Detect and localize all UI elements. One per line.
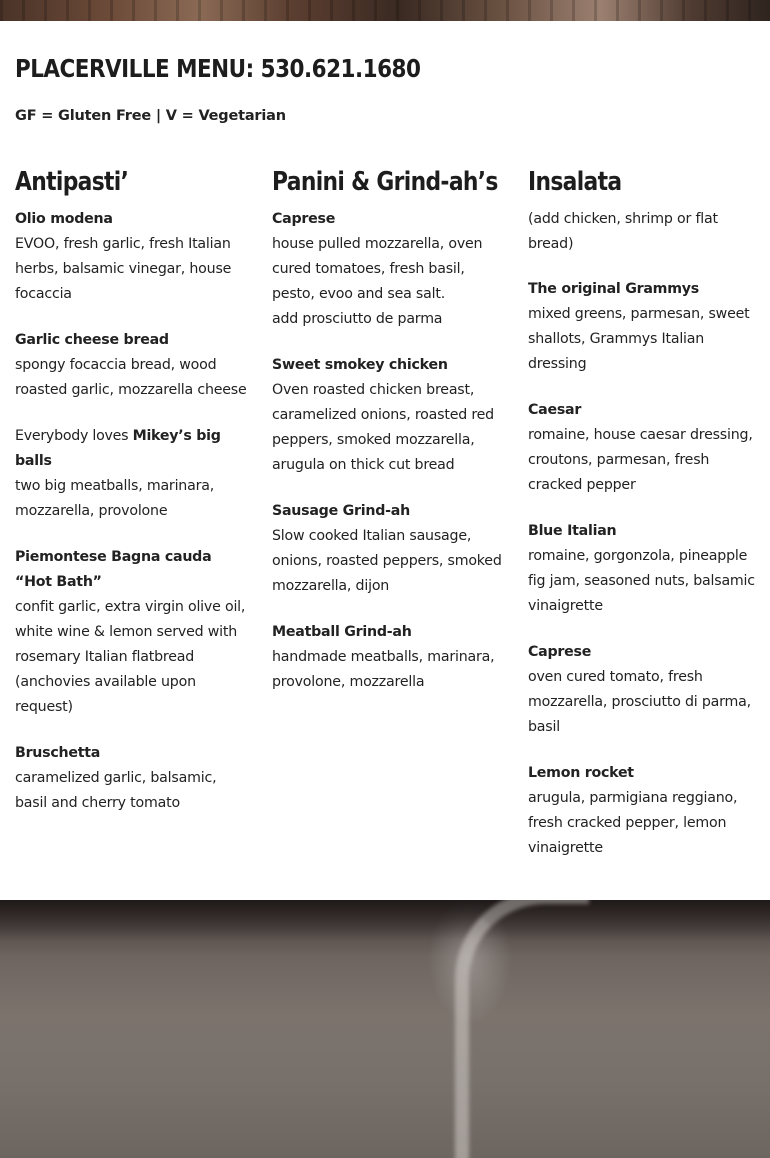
menu-item (528, 519, 764, 619)
page-title: PLACERVILLE MENU: 530.621.1680 (15, 54, 421, 83)
menu-item-addon: add prosciutto de parma (272, 311, 443, 327)
menu-item-description: caramelized garlic, balsamic, basil and cherry tomato (15, 770, 217, 811)
menu-item-name: Lemon rocket (528, 765, 634, 781)
menu-item-description: house pulled mozzarella, oven cured tomatoes, fresh basil, pesto, evoo and sea salt. (272, 236, 483, 302)
menu-item (528, 398, 764, 498)
menu-item (272, 620, 508, 695)
section-heading-panini: Panini & Grind-ah’s (272, 167, 498, 197)
footer-background-photo (0, 900, 770, 1158)
menu-section (0, 21, 770, 900)
menu-column-insalata (528, 163, 764, 882)
menu-item-description: Oven roasted chicken breast, caramelized onions, roasted red peppers, smoked mozzarella, arugula on thick cut bread (272, 382, 494, 473)
menu-item (528, 640, 764, 740)
menu-item-name: Caprese (272, 211, 336, 227)
menu-item-name: Caesar (528, 402, 582, 418)
menu-item-name: Caprese (528, 644, 592, 660)
menu-item-name: Garlic cheese bread (15, 332, 169, 348)
menu-item-description: arugula, parmigiana reggiano, fresh cracked pepper, lemon vinaigrette (528, 790, 738, 856)
menu-item-prefix: Everybody loves (15, 428, 133, 444)
photo-chair-frame (455, 900, 589, 1158)
menu-item (15, 328, 251, 403)
menu-item (528, 761, 764, 861)
menu-item-description: handmade meatballs, marinara, provolone, mozzarella (272, 649, 495, 690)
menu-item-description: Slow cooked Italian sausage, onions, roasted peppers, smoked mozzarella, dijon (272, 528, 502, 594)
menu-item-name: Bruschetta (15, 745, 101, 761)
menu-item-description: spongy focaccia bread, wood roasted garlic, mozzarella cheese (15, 357, 247, 398)
menu-item-name: Olio modena (15, 211, 113, 227)
menu-item-name: Sausage Grind-ah (272, 503, 410, 519)
menu-item-name: Sweet smokey chicken (272, 357, 448, 373)
section-heading-antipasti: Antipasti’ (15, 167, 129, 197)
menu-item (272, 353, 508, 478)
menu-item-name-line (15, 424, 251, 474)
menu-item (272, 207, 508, 332)
menu-item (272, 499, 508, 599)
menu-item-description: confit garlic, extra virgin olive oil, white wine & lemon served with rosemary Italian flatbread (anchovies available upon request) (15, 599, 246, 715)
menu-item-description: mixed greens, parmesan, sweet shallots, Grammys Italian dressing (528, 306, 750, 372)
menu-column-panini (272, 163, 508, 716)
menu-item-description: oven cured tomato, fresh mozzarella, prosciutto di parma, basil (528, 669, 751, 735)
menu-column-antipasti (15, 163, 251, 837)
menu-item (528, 277, 764, 377)
menu-item (15, 545, 251, 720)
photo-shadow (0, 900, 770, 940)
section-heading-insalata: Insalata (528, 167, 622, 197)
menu-item-description: EVOO, fresh garlic, fresh Italian herbs, balsamic vinegar, house focaccia (15, 236, 232, 302)
menu-item-description: romaine, gorgonzola, pineapple fig jam, seasoned nuts, balsamic vinaigrette (528, 548, 755, 614)
header-background-photo (0, 0, 770, 21)
section-note: (add chicken, shrimp or flat bread) (528, 211, 718, 252)
menu-item-description: two big meatballs, marinara, mozzarella, provolone (15, 478, 215, 519)
menu-item-name: Meatball Grind-ah (272, 624, 412, 640)
menu-item-name: Piemontese Bagna cauda “Hot Bath” (15, 549, 212, 590)
dietary-legend: GF = Gluten Free | V = Vegetarian (15, 108, 286, 124)
menu-item (15, 741, 251, 816)
menu-item-name: Mikey’s big balls (15, 428, 221, 469)
menu-item-description: romaine, house caesar dressing, croutons, parmesan, fresh cracked pepper (528, 427, 753, 493)
menu-item-name: The original Grammys (528, 281, 699, 297)
menu-item-name: Blue Italian (528, 523, 617, 539)
menu-item (15, 207, 251, 307)
menu-item (15, 424, 251, 524)
